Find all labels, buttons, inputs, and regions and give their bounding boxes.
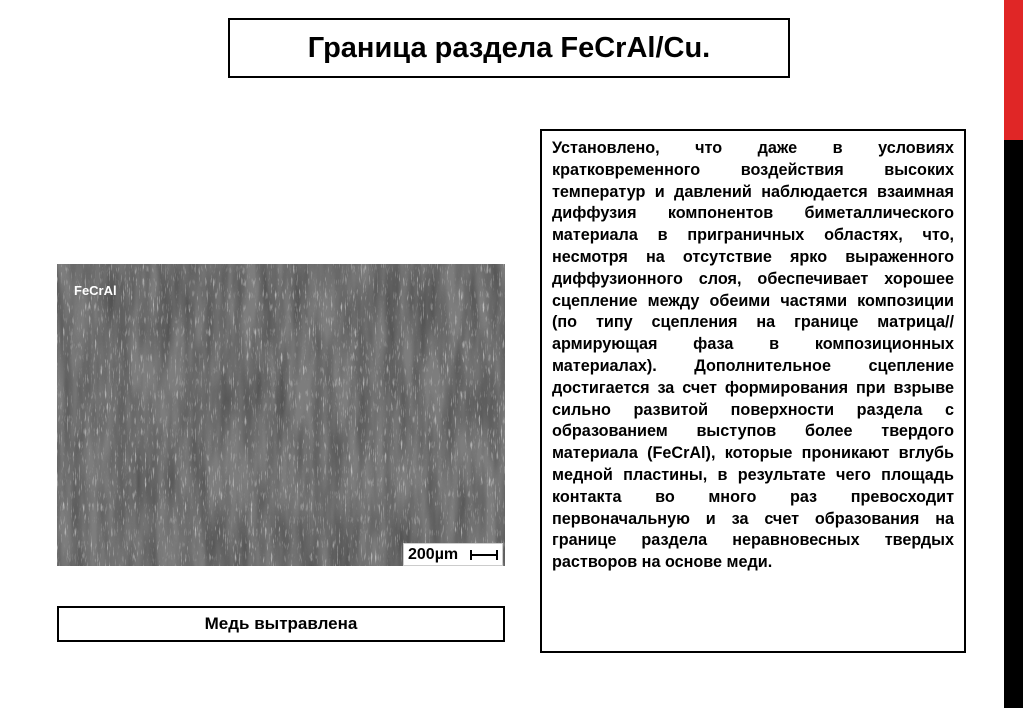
scale-indicator	[403, 543, 503, 566]
slide-title-text: Граница раздела FeCrAl/Cu.	[307, 31, 711, 64]
sem-micrograph	[57, 264, 505, 566]
description-box	[540, 129, 966, 653]
slide-edge-accent	[1004, 0, 1023, 140]
micrograph-texture	[57, 264, 505, 566]
figure-caption	[57, 606, 505, 642]
scale-label: 200µm	[408, 545, 459, 563]
scale-bar-icon	[470, 554, 498, 556]
slide-edge-bar	[1004, 0, 1023, 708]
figure-caption-text: Медь вытравлена	[204, 614, 358, 633]
slide-title	[228, 18, 790, 78]
phase-label: FeCrAl	[74, 283, 117, 298]
description-text: Установлено, что даже в условиях кратковременного воздействия высоких температур и давлений наблюдается взаимная диффузия компонентов биметаллического материала в приграничных областях, что, несмотря на отсутствие ярко выраженного диффузионного слоя, обеспечивает хорошее сцепление между обеими частями композиции (по типу сцепления на границе матрица//армирующая фаза в композиционных материалах). Дополнительное сцепление достигается за счет формирования при взрыве сильно развитой поверхности раздела с образованием выступов более твердого материала (FeCrAl), которые проникают вглубь медной пластины, в результате чего площадь контакта во много раз превосходит первоначальную и за счет образования на границе раздела неравновесных твердых растворов на основе меди.	[552, 139, 954, 572]
